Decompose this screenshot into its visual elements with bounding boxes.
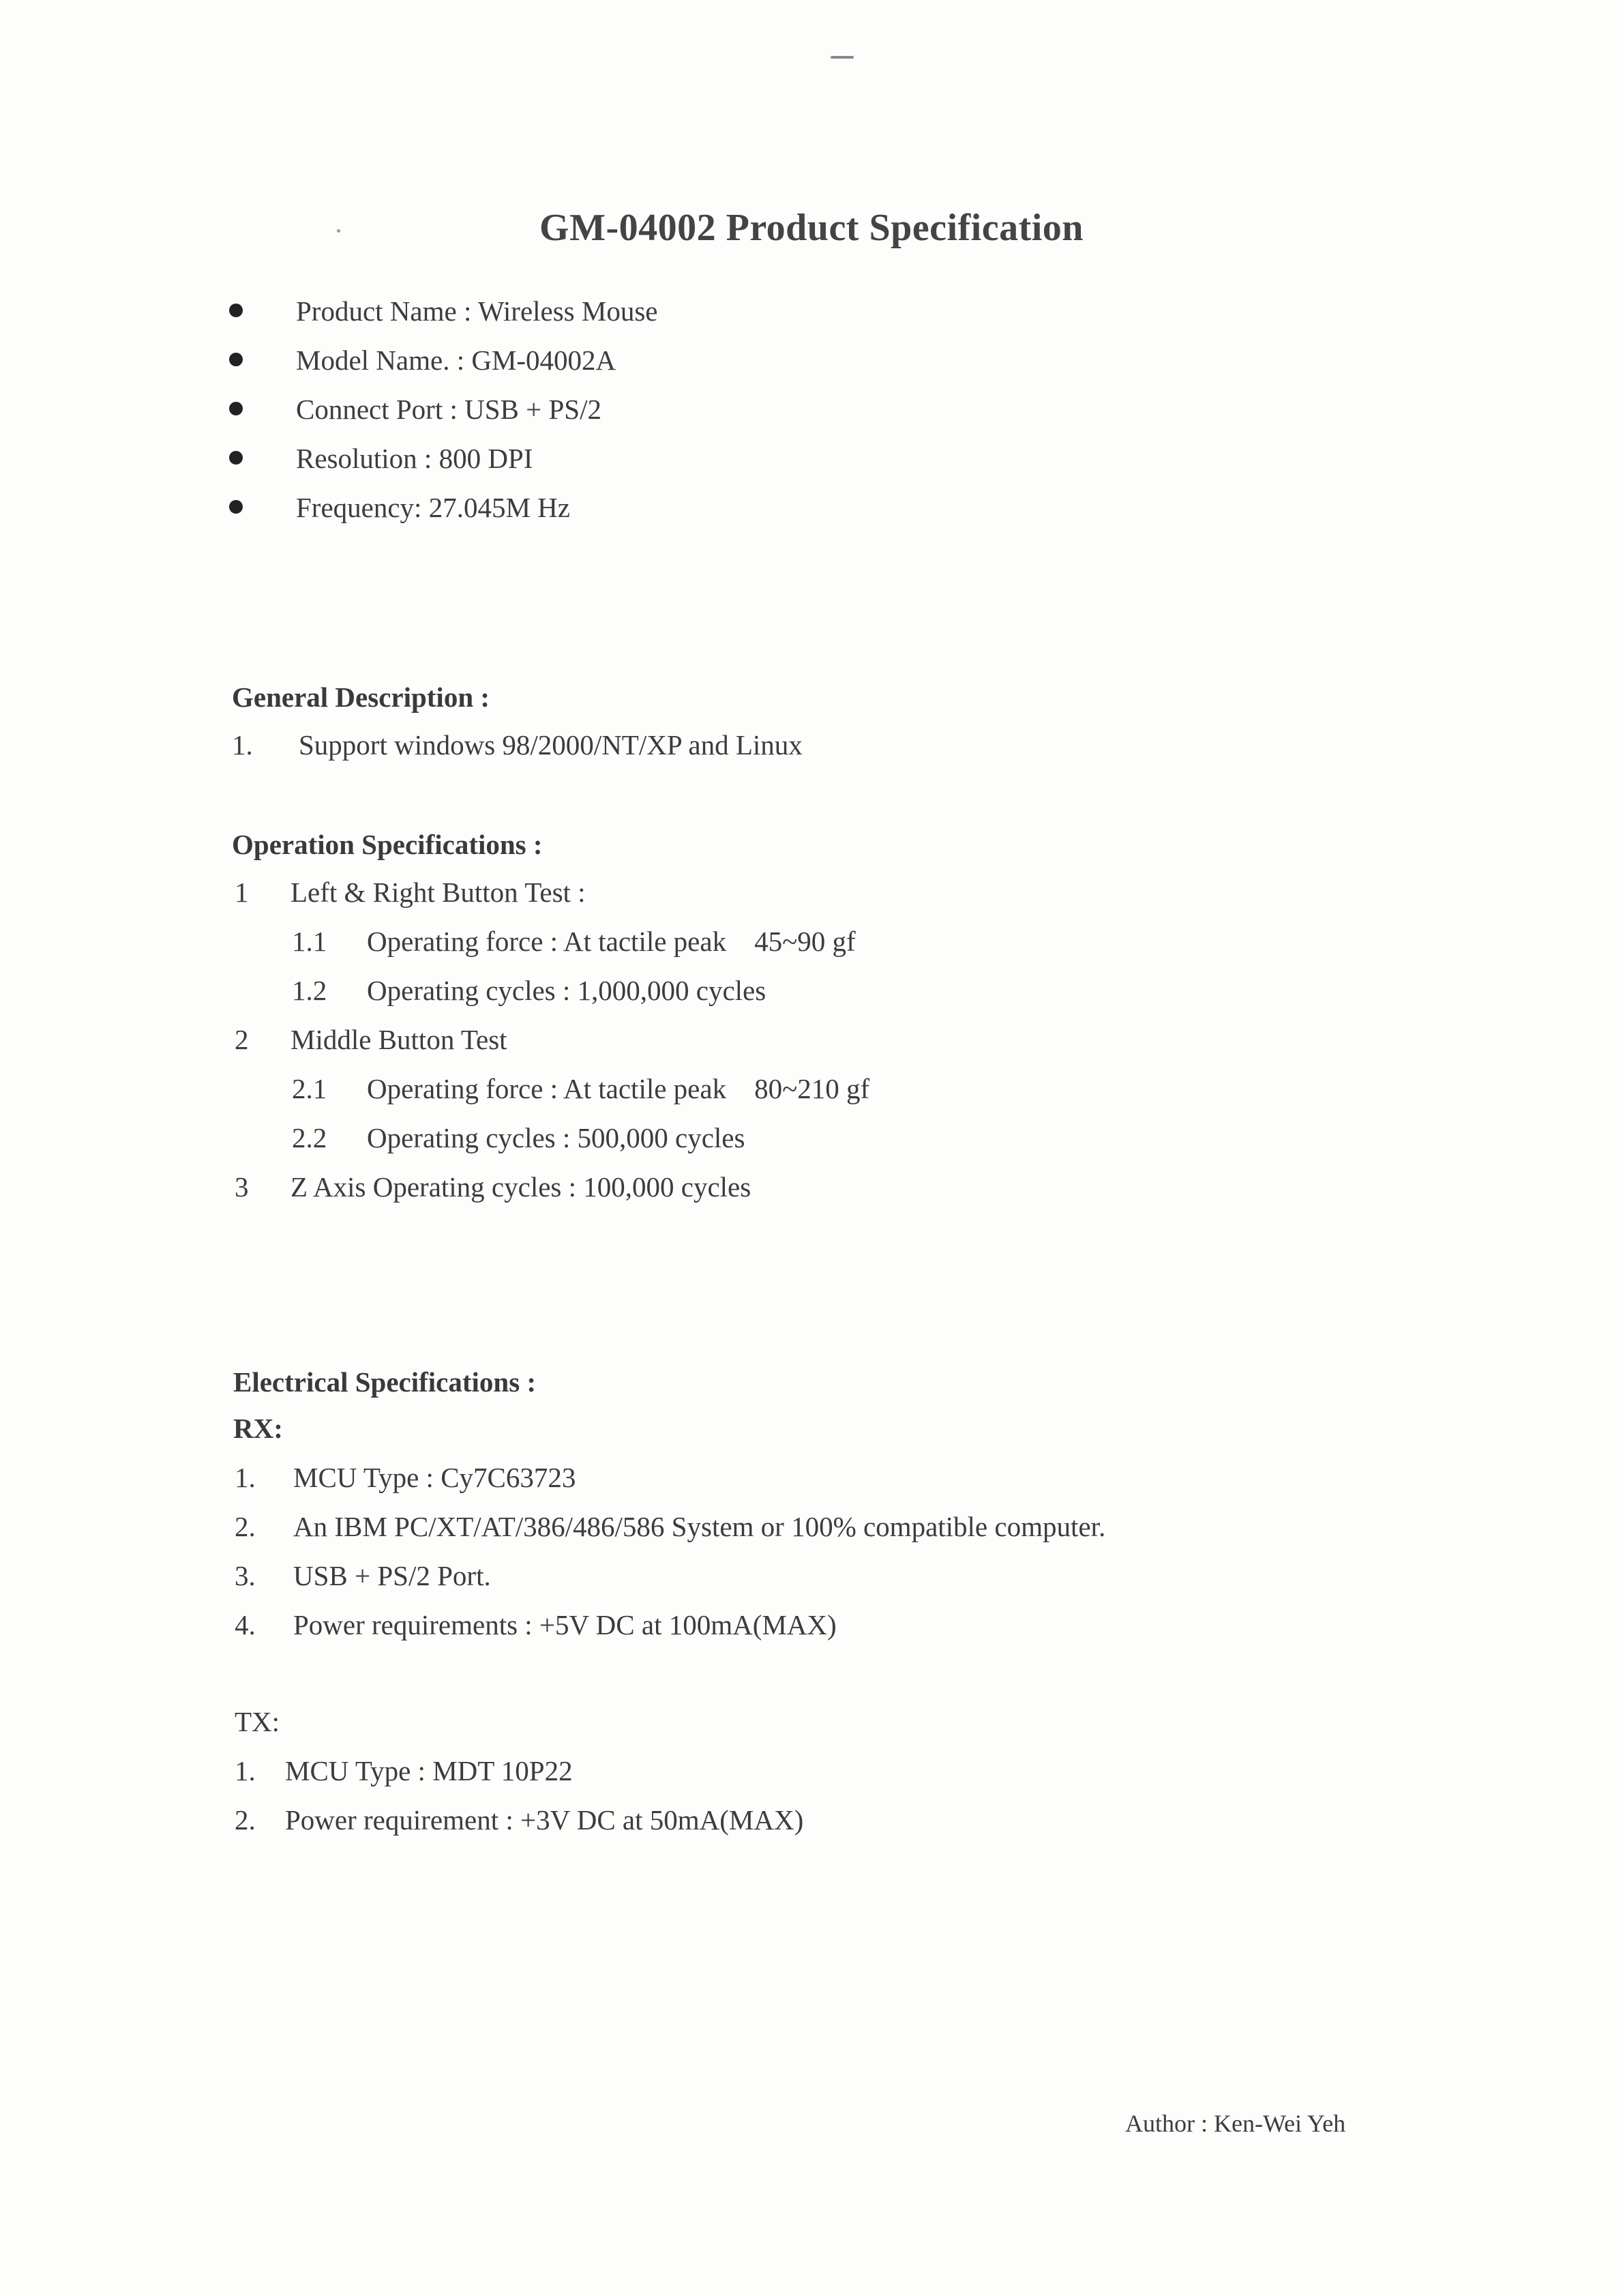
item-text: Operating cycles : 1,000,000 cycles	[367, 975, 766, 1006]
item-text: MCU Type : MDT 10P22	[285, 1755, 573, 1786]
item-number: 2.2	[292, 1122, 327, 1153]
item-number: 1.1	[292, 926, 327, 957]
item-number: 2.	[235, 1804, 256, 1836]
item-text: Operating force : At tactile peak 45~90 gf	[367, 926, 856, 957]
item-text: USB + PS/2 Port.	[293, 1560, 491, 1591]
item-number: 1.2	[292, 975, 327, 1006]
item-number: 2	[235, 1024, 249, 1055]
tx-label: TX:	[235, 1706, 280, 1737]
item-text: An IBM PC/XT/AT/386/486/586 System or 100% compatible computer.	[293, 1511, 1106, 1542]
page-title: GM-04002 Product Specification	[539, 207, 1084, 249]
item-number: 1.	[232, 729, 253, 761]
bullet-text: Product Name : Wireless Mouse	[296, 295, 658, 327]
item-number: 2.	[235, 1511, 256, 1542]
item-text: Support windows 98/2000/NT/XP and Linux	[299, 729, 803, 761]
item-number: 2.1	[292, 1073, 327, 1104]
bullet-icon	[229, 451, 243, 465]
scan-mark	[831, 56, 854, 59]
electrical-specifications-heading: Electrical Specifications :	[233, 1366, 537, 1398]
item-text: Middle Button Test	[291, 1024, 507, 1055]
bullet-icon	[229, 353, 243, 366]
general-description-heading: General Description :	[232, 681, 490, 713]
bullet-icon	[229, 500, 243, 514]
bullet-icon	[229, 304, 243, 317]
bullet-text: Resolution : 800 DPI	[296, 443, 533, 474]
bullet-text: Frequency: 27.045M Hz	[296, 492, 570, 523]
bullet-text: Connect Port : USB + PS/2	[296, 394, 601, 425]
item-text: Left & Right Button Test :	[291, 877, 586, 908]
item-text: Z Axis Operating cycles : 100,000 cycles	[291, 1171, 751, 1203]
item-number: 3	[235, 1171, 249, 1203]
rx-label: RX:	[233, 1413, 283, 1444]
operation-specifications-heading: Operation Specifications :	[232, 829, 543, 860]
bullet-text: Model Name. : GM-04002A	[296, 344, 616, 376]
item-number: 1.	[235, 1755, 256, 1786]
item-text: MCU Type : Cy7C63723	[293, 1462, 576, 1493]
bullet-icon	[229, 402, 243, 415]
item-number: 3.	[235, 1560, 256, 1591]
item-number: 1.	[235, 1462, 256, 1493]
item-text: Power requirements : +5V DC at 100mA(MAX)	[293, 1609, 837, 1640]
author-credit: Author : Ken-Wei Yeh	[1125, 2110, 1346, 2137]
item-text: Power requirement : +3V DC at 50mA(MAX)	[285, 1804, 804, 1836]
item-number: 1	[235, 877, 249, 908]
item-text: Operating force : At tactile peak 80~210 gf	[367, 1073, 870, 1104]
item-number: 4.	[235, 1609, 256, 1640]
item-text: Operating cycles : 500,000 cycles	[367, 1122, 745, 1153]
